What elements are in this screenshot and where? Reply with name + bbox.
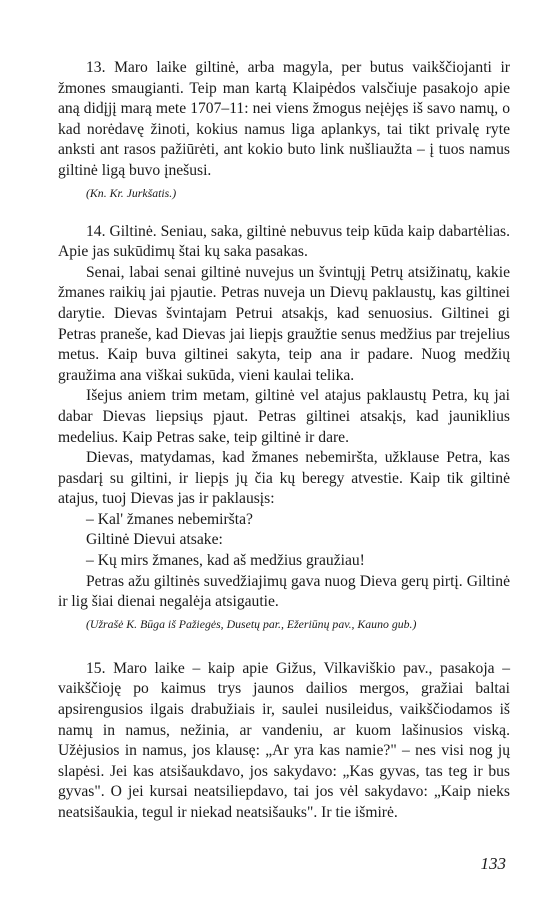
entry-14 [58, 222, 510, 633]
source-citation: (Užrašė K. Būga iš Pažiegės, Dusetų par., Ežeriūnų pav., Kauno gub.) [86, 616, 417, 631]
paragraph: 13. Maro laike giltinė, arba magyla, per butus vaikščiojanti ir žmones smaugianti. Teip man kartą Klaipėdos valsčiuje pasakojo apie aną didįjį marą mete 1707–11: nei viens žmogus neįėjęs iš savo namų, o kad norėdavę žinoti, kokius namus liga aplankys, tai tikt privalę ryte anksti ant rasos pažiūrėti, ant kokio buto link nušliaužta – į tuos namus giltinė ligą buvo įnešusi. [58, 59, 510, 179]
dialogue-line: – Kų mirs žmanes, kad aš medžius graužiau! [86, 552, 365, 570]
source-citation: (Kn. Kr. Jurkšatis.) [86, 185, 177, 200]
paragraph: Senai, labai senai giltinė nuvejus un švintųjį Petrų atsižinatų, kakie žmanes raikių jai pjautie. Petras nuveja un Dievų paklaustų, kas giltinei darytie. Dievas švintajam Petrui atsakįs, kad senuosius. Giltinei gi Petras praneše, kad Dievas jai liepįs graužtie senus medžius par trejelius metus. Kaip buva giltinei sakyta, teip ana ir padare. Nuog medžių graužima ana viškai sukūda, vieni kaulai telika. [58, 263, 510, 384]
page-number: 133 [480, 854, 506, 873]
paragraph: Petras ažu giltinės suvedžiajimų gava nuog Dieva gerų pirtį. Giltinė ir lig šiai dienai negalėja atsigautie. [58, 572, 510, 611]
paragraph: 14. Giltinė. Seniau, saka, giltinė nebuvus teip kūda kaip dabartėlias. Apie jas sukūdimų štai kų saka pasakas. [58, 222, 510, 261]
dialogue-line: – Kal' žmanes nebemiršta? [86, 510, 253, 528]
dialogue-line: Giltinė Dievui atsake: [86, 531, 223, 549]
entry-13 [58, 58, 510, 202]
paragraph: 15. Maro laike – kaip apie Gižus, Vilkaviškio pav., pasakoja – vaikščioję po kaimus trys jaunos dailios mergos, gražiai baltai apsirengusios ilgais drabužiais ir, saulei nusileidus, vaikščiodamos iš namų in namus, nežinia, ar vandeniu, ar kuom lašinusios viską. Užėjusios in namus, jos klausę: „Ar yra kas namie?" – nes visi nog jų slapėsi. Jei kas atsišaukdavo, jos sakydavo: „Kas gyvas, tas teg ir bus gyvas". O jei kursai neatsiliepdavo, tai jos vėl sakydavo: „Kaip nieks neatsišaukia, tegul ir niekad neatsišauks". Ir tie išmirė. [58, 659, 510, 821]
paragraph: Dievas, matydamas, kad žmanes nebemiršta, užklause Petra, kas pasdarį su giltini, ir liepįs jų čia kų beregy atvestie. Kaip tik giltinė atajus, tuoj Dievas jas ir paklausįs: [58, 449, 510, 508]
paragraph: Išejus aniem trim metam, giltinė vel atajus paklaustų Petra, kų jai dabar Dievas liepsiųs pjaut. Petras giltinei atsakįs, kad jauniklius medelius. Kaip Petras sake, teip giltinė ir dare. [58, 387, 510, 446]
entry-15 [58, 659, 510, 824]
